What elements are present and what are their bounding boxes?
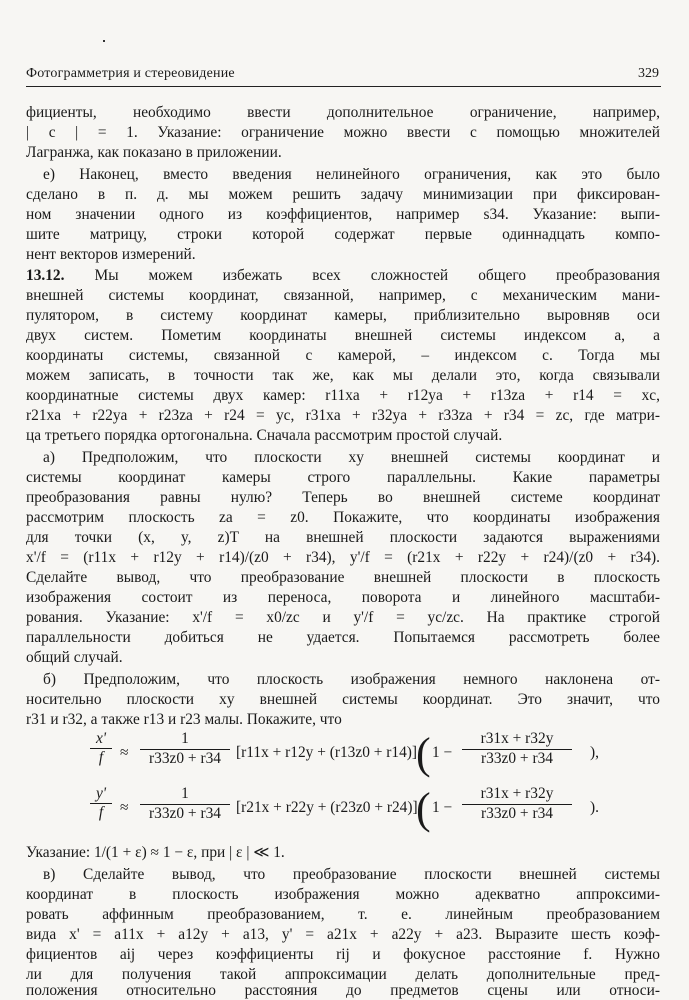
text-line: общий случай.	[26, 649, 123, 666]
text-line: координаты системы, связанной с камерой, – индексом c. Тогда мы	[26, 347, 660, 364]
running-header	[26, 64, 661, 87]
formula-lhs	[90, 730, 112, 767]
fraction-numerator: r31x + r32y	[462, 730, 572, 750]
lhs-numerator: y'	[90, 785, 112, 804]
left-paren: (	[416, 729, 431, 778]
fraction	[462, 785, 572, 823]
text-line: фициентов aij через коэффициенты rij и фокусное расстояние f. Нужно	[26, 946, 660, 963]
left-paren: (	[416, 784, 431, 833]
fraction-denominator: r33z0 + r34	[149, 750, 221, 767]
lhs-denominator: f	[98, 749, 104, 766]
fraction-denominator: r33z0 + r34	[481, 805, 553, 822]
text-line: r21xa + r22ya + r23za + r24 = yc, r31xa + r32ya + r33za + r34 = zc, где матри-	[26, 407, 660, 424]
text-line: координатные системы двух камер: r11xa + r12ya + r13za + r14 = xc,	[26, 387, 660, 404]
fraction-numerator: 1	[140, 730, 230, 750]
approx-sign: ≈	[120, 799, 129, 816]
text-line: Сделайте вывод, что преобразование внешней плоскости в плоскость	[26, 569, 660, 586]
text-line: шите матрицу, строки которой содержат первые одиннадцать компо-	[26, 226, 660, 243]
fraction-denominator: r33z0 + r34	[481, 750, 553, 767]
fraction-numerator: 1	[140, 785, 230, 805]
text-line: б) Предположим, что плоскость изображения немного наклонена от-	[43, 671, 660, 688]
text-line: положения относительно расстояния до предметов сцены или относи-	[26, 982, 660, 999]
formula-y	[60, 785, 620, 839]
fraction-numerator: r31x + r32y	[462, 785, 572, 805]
fraction-denominator: r33z0 + r34	[149, 805, 221, 822]
text-line: в) Сделайте вывод, что преобразование плоскости внешней системы	[43, 866, 660, 883]
one-minus: 1 −	[432, 799, 453, 816]
text-line: внешней системы координат, связанной, например, с механическим мани-	[26, 287, 660, 304]
scan-speck	[103, 40, 105, 42]
text-line: координат в плоскость изображения можно адекватно аппроксими-	[26, 886, 660, 903]
text-line: r31 и r32, а также r13 и r23 малы. Покажите, что	[26, 711, 342, 728]
text-line: изображения состоит из переноса, поворота и линейного масштаби-	[26, 589, 660, 606]
lhs-denominator: f	[98, 804, 104, 821]
text-line: вида x' = a11x + a12y + a13, y' = a21x + a22y + a23. Выразите шесть коэф-	[26, 926, 660, 943]
text-line: системы координат камеры строго параллельны. Какие параметры	[26, 469, 660, 486]
text-line: ном значении одного из коэффициентов, например s34. Указание: выпи-	[26, 206, 660, 223]
text-line: нент векторов измерений.	[26, 246, 196, 263]
text-line: параллельности добиться не удается. Попытаемся рассмотреть более	[26, 629, 660, 646]
header-title: Фотограмметрия и стереовидение	[26, 66, 235, 81]
text-line: преобразования равны нулю? Теперь во внешней системе координат	[26, 489, 660, 506]
text-line: двух систем. Пометим координаты внешней системы индексом a, а	[26, 327, 660, 344]
formula-x	[60, 730, 620, 784]
one-minus: 1 −	[432, 744, 453, 761]
approx-sign: ≈	[120, 744, 129, 761]
text-line: сделано в п. д. мы можем решить задачу минимизации при фиксирован-	[26, 186, 660, 203]
text-span: Мы можем избежать всех сложностей общего преобразования	[94, 267, 660, 284]
text-line: ца третьего порядка ортогональна. Сначала рассмотрим простой случай.	[26, 427, 503, 444]
formula-lhs	[90, 785, 112, 822]
text-line: носительно плоскости xy внешней системы координат. Это значит, что	[26, 691, 660, 708]
lhs-numerator: x'	[90, 730, 112, 749]
text-line: для точки (x, y, z)T на внешней плоскости задаются выражениями	[26, 529, 660, 546]
bracket-term: [r11x + r12y + (r13z0 + r14)]	[236, 744, 418, 761]
formula-tail: ).	[590, 799, 599, 816]
text-line: а) Предположим, что плоскости xy внешней системы координат и	[43, 449, 660, 466]
text-line: фициенты, необходимо ввести дополнительное ограничение, например,	[26, 104, 660, 121]
text-line: x'/f = (r11x + r12y + r14)/(z0 + r34), y'/f = (r21x + r22y + r24)/(z0 + r34).	[26, 549, 660, 566]
fraction	[140, 730, 230, 768]
text-line: можем записать, в точности так же, как мы делали это, когда связывали	[26, 367, 660, 384]
text-line: рования. Указание: x'/f = x0/zc и y'/f = yc/zc. На практике строгой	[26, 609, 660, 626]
fraction	[462, 730, 572, 768]
bracket-term: [r21x + r22y + (r23z0 + r24)]	[236, 799, 418, 816]
page-number: 329	[638, 66, 659, 81]
text-line: е) Наконец, вместо введения нелинейного ограничения, как это было	[43, 166, 660, 183]
text-line: | c | = 1. Указание: ограничение можно ввести с помощью множителей	[26, 124, 660, 141]
hint-line: Указание: 1/(1 + ε) ≈ 1 − ε, при | ε | ≪ 1.	[26, 844, 285, 861]
text-line: рассмотрим плоскость za = z0. Покажите, что координаты изображения	[26, 509, 660, 526]
fraction	[140, 785, 230, 823]
text-line: Лагранжа, как показано в приложении.	[26, 144, 282, 161]
formula-tail: ),	[590, 744, 599, 761]
problem-heading-line	[26, 266, 660, 285]
problem-number: 13.12.	[26, 267, 65, 284]
text-line: ровать аффинным преобразованием, т. е. линейным преобразованием	[26, 906, 660, 923]
text-line: пулятором, в систему координат камеры, приблизительно выровняв оси	[26, 307, 660, 324]
text-line: ли для получения такой аппроксимации делать дополнительные пред-	[26, 966, 660, 983]
